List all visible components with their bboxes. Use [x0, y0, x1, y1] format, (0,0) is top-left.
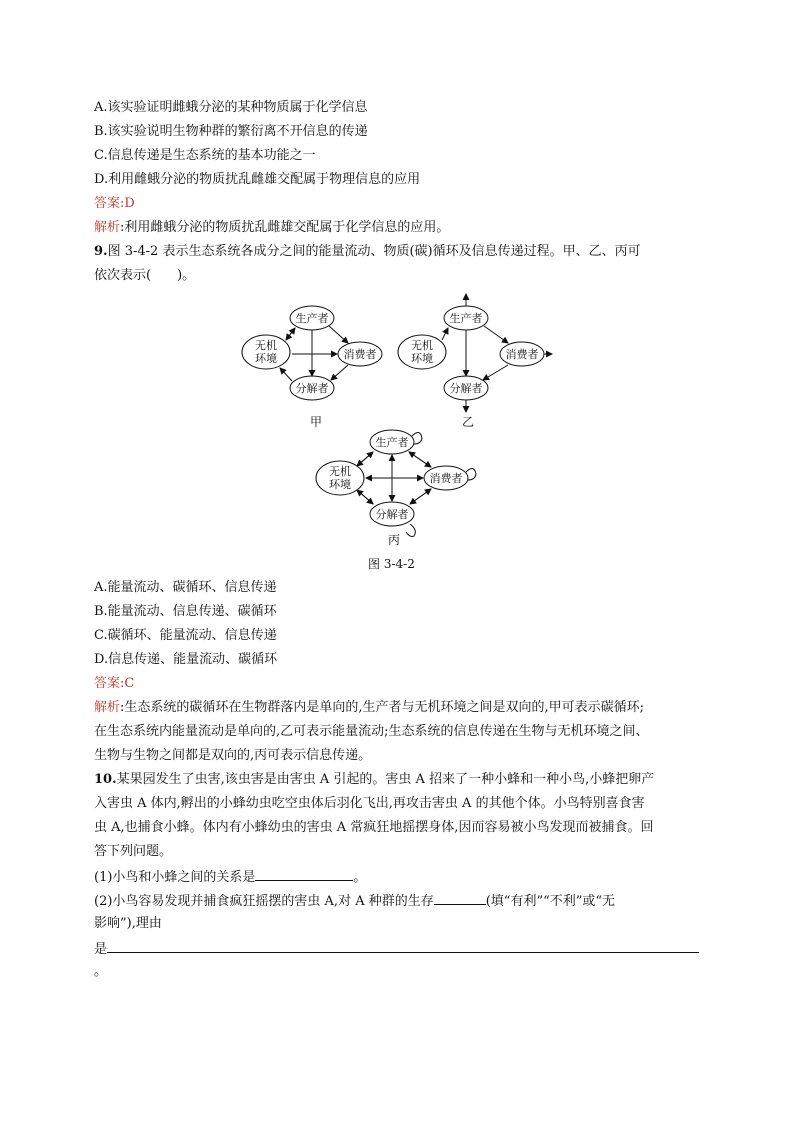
q8-analysis	[94, 218, 449, 238]
q9-stem-line1	[94, 242, 641, 262]
node-label-consumer: 消费者	[505, 348, 539, 361]
q10-stem-line1	[94, 770, 654, 790]
q9-option-c: C.碳循环、能量流动、信息传递	[94, 628, 277, 643]
q9-analysis-line1	[94, 698, 644, 718]
label-yi: 乙	[461, 415, 475, 429]
figure-3-4-2	[230, 292, 570, 554]
q8-option-c: C.信息传递是生态系统的基本功能之一	[94, 148, 316, 163]
answer-blank[interactable]	[255, 866, 353, 881]
node-label-env-1: 无机	[255, 339, 277, 352]
q10-sub2-line3	[94, 938, 699, 960]
q10-sub1	[94, 866, 366, 888]
analysis-label: 解析	[94, 220, 121, 235]
figure-caption: 图 3-4-2	[368, 557, 415, 571]
node-label-decomposer: 分解者	[295, 382, 329, 395]
node-label-producer: 生产者	[449, 312, 483, 325]
sub2-text-end: (填“有利”“不利”或“无	[485, 894, 616, 909]
sub1-end: 。	[353, 870, 367, 885]
q9-stem-line2: 依次表示( )。	[94, 268, 196, 283]
node-label-env-2: 环境	[255, 352, 277, 365]
q9-option-d: D.信息传递、能量流动、碳循环	[94, 652, 278, 667]
q10-sub2	[94, 890, 615, 912]
analysis-text: :利用雌蛾分泌的物质扰乱雌雄交配属于化学信息的应用。	[120, 220, 450, 235]
node-label-consumer: 消费者	[429, 472, 463, 485]
answer-value: :C	[120, 676, 135, 691]
q10-stem-line2: 入害虫 A 体内,孵出的小蜂幼虫吃空虫体后羽化飞出,再攻击害虫 A 的其他个体。小鸟特别喜食害	[94, 796, 645, 811]
node-label-env-1: 无机	[329, 465, 351, 478]
analysis-label: 解析	[94, 700, 121, 715]
question-number: 9.	[94, 244, 108, 259]
q8-option-a: A.该实验证明雌蛾分泌的某种物质属于化学信息	[94, 100, 368, 115]
q10-sub2-line2: 影响”),理由	[94, 916, 162, 931]
answer-label: 答案	[94, 196, 121, 211]
analysis-text: :生态系统的碳循环在生物群落内是单向的,生产者与无机环境之间是双向的,甲可表示碳循环;	[120, 700, 645, 715]
question-number: 10.	[94, 772, 117, 787]
q8-option-d: D.利用雌蛾分泌的物质扰乱雌雄交配属于物理信息的应用	[94, 172, 421, 187]
sub1-text: (1)小鸟和小蜂之间的关系是	[94, 870, 256, 885]
node-label-decomposer: 分解者	[449, 382, 483, 395]
node-label-producer: 生产者	[295, 312, 329, 325]
q9-analysis-line2: 在生态系统内能量流动是单向的,乙可表示能量流动;生态系统的信息传递在生物与无机环境之间、	[94, 724, 649, 739]
answer-value: :D	[120, 196, 135, 211]
label-jia: 甲	[309, 415, 323, 429]
answer-blank[interactable]	[434, 890, 486, 905]
node-label-decomposer: 分解者	[375, 508, 409, 521]
q8-option-b: B.该实验说明生物种群的繁衍离不开信息的传递	[94, 124, 368, 139]
q10-stem-line4: 答下列问题。	[94, 844, 173, 859]
label-bing: 丙	[387, 533, 401, 547]
answer-label: 答案	[94, 676, 121, 691]
node-label-env-2: 环境	[329, 478, 351, 491]
q9-answer	[94, 674, 134, 694]
node-label-env-1: 无机	[411, 339, 433, 352]
node-label-consumer: 消费者	[343, 348, 377, 361]
q9-analysis-line3: 生物与生物之间都是双向的,丙可表示信息传递。	[94, 748, 372, 763]
q9-option-a: A.能量流动、碳循环、信息传递	[94, 580, 277, 595]
sub2-text: (2)小鸟容易发现并捕食疯狂摇摆的害虫 A,对 A 种群的生存	[94, 894, 434, 909]
q10-sub2-end: 。	[94, 964, 108, 979]
q9-option-b: B.能量流动、信息传递、碳循环	[94, 604, 277, 619]
q10-stem-line3: 虫 A,也捕食小蜂。体内有小蜂幼虫的害虫 A 常疯狂地摇摆身体,因而容易被小鸟发现而被捕食。回	[94, 820, 654, 835]
q10-stem-text: 某果园发生了虫害,该虫害是由害虫 A 引起的。害虫 A 招来了一种小蜂和一种小鸟,小蜂把卵产	[116, 772, 655, 787]
q8-answer	[94, 194, 135, 214]
node-label-producer: 生产者	[375, 436, 409, 449]
answer-blank[interactable]	[107, 938, 699, 953]
node-label-env-2: 环境	[411, 352, 433, 365]
q9-stem-text: 图 3-4-2 表示生态系统各成分之间的能量流动、物质(碳)循环及信息传递过程。甲、乙、丙可	[107, 244, 641, 259]
sub2-reason-prefix: 是	[94, 942, 108, 957]
